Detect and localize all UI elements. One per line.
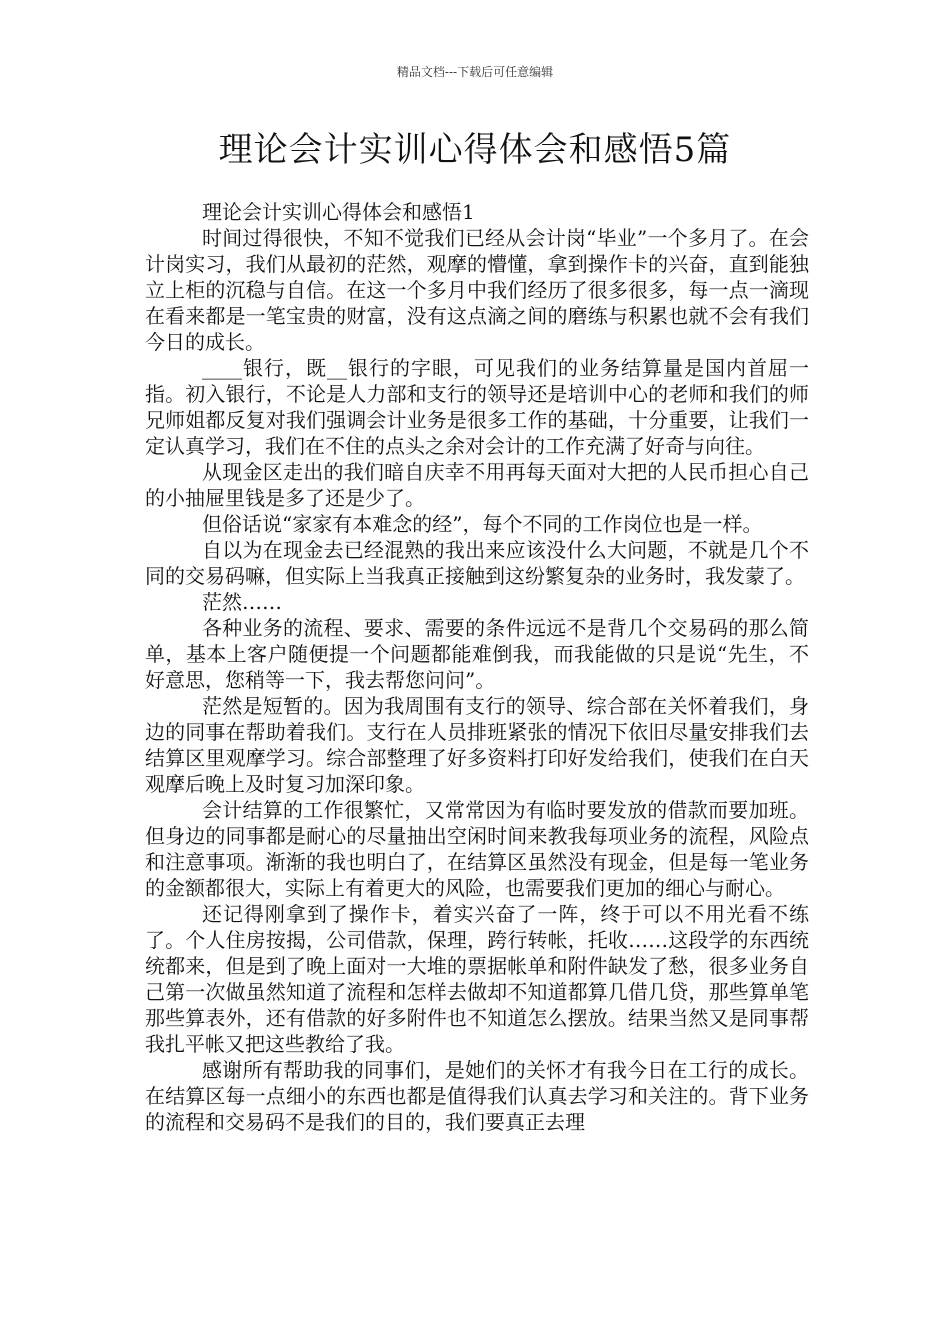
paragraph: 各种业务的流程、要求、需要的条件远远不是背几个交易码的那么简单，基本上客户随便提一个问题都能难倒我，而我能做的只是说“先生，不好意思，您稍等一下，我去帮您问问”。 bbox=[145, 616, 809, 692]
paragraph: 还记得刚拿到了操作卡，着实兴奋了一阵，终于可以不用光看不练了。个人住房按揭，公司借款，保理，跨行转帐，托收……这段学的东西统统都来，但是到了晚上面对一大堆的票据帐单和附件缺发了愁，很多业务自己第一次做虽然知道了流程和怎样去做却不知道都算几借几贷，那些算单笔那些算表外，还有借款的好多附件也不知道怎么摆放。结果当然又是同事帮我扎平帐又把这些教给了我。 bbox=[145, 902, 809, 1056]
paragraph: 时间过得很快，不知不觉我们已经从会计岗“毕业”一个多月了。在会计岗实习，我们从最初的茫然，观摩的懵懂，拿到操作卡的兴奋，直到能独立上柜的沉稳与自信。在这一个多月中我们经历了很多很多，每一点一滴现在看来都是一笔宝贵的财富，没有这点滴之间的磨练与积累也就不会有我们今日的成长。 bbox=[145, 226, 809, 354]
paragraph: 但俗话说“家家有本难念的经”，每个不同的工作岗位也是一样。 bbox=[202, 512, 763, 536]
paragraph: 会计结算的工作很繁忙，又常常因为有临时要发放的借款而要加班。但身边的同事都是耐心的尽量抽出空闲时间来教我每项业务的流程，风险点和注意事项。渐渐的我也明白了，在结算区虽然没有现金，但是每一笔业务的金额都很大，实际上有着更大的风险，也需要我们更加的细心与耐心。 bbox=[145, 798, 809, 900]
paragraph: 茫然…… bbox=[202, 590, 282, 614]
paragraph: ____银行，既__银行的字眼，可见我们的业务结算量是国内首屈一指。初入银行，不论是人力部和支行的领导还是培训中心的老师和我们的师兄师姐都反复对我们强调会计业务是很多工作的基础，十分重要，让我们一定认真学习，我们在不住的点头之余对会计的工作充满了好奇与向往。 bbox=[145, 356, 809, 458]
paragraph: 自以为在现金去已经混熟的我出来应该没什么大问题，不就是几个不同的交易码嘛，但实际上当我真正接触到这纷繁复杂的业务时，我发蒙了。 bbox=[145, 538, 809, 588]
header-note: 精品文档---下载后可任意编辑 bbox=[396, 65, 554, 79]
document-title: 理论会计实训心得体会和感悟5篇 bbox=[218, 130, 732, 170]
section-heading: 理论会计实训心得体会和感悟1 bbox=[202, 200, 475, 224]
paragraph: 从现金区走出的我们暗自庆幸不用再每天面对大把的人民币担心自己的小抽屉里钱是多了还是少了。 bbox=[145, 460, 809, 510]
paragraph: 感谢所有帮助我的同事们，是她们的关怀才有我今日在工行的成长。在结算区每一点细小的东西也都是值得我们认真去学习和关注的。背下业务的流程和交易码不是我们的目的，我们要真正去理 bbox=[145, 1058, 809, 1134]
paragraph: 茫然是短暂的。因为我周围有支行的领导、综合部在关怀着我们，身边的同事在帮助着我们。支行在人员排班紧张的情况下依旧尽量安排我们去结算区里观摩学习。综合部整理了好多资料打印好发给我们，使我们在白天观摩后晚上及时复习加深印象。 bbox=[145, 694, 809, 796]
document-body bbox=[145, 199, 809, 1135]
